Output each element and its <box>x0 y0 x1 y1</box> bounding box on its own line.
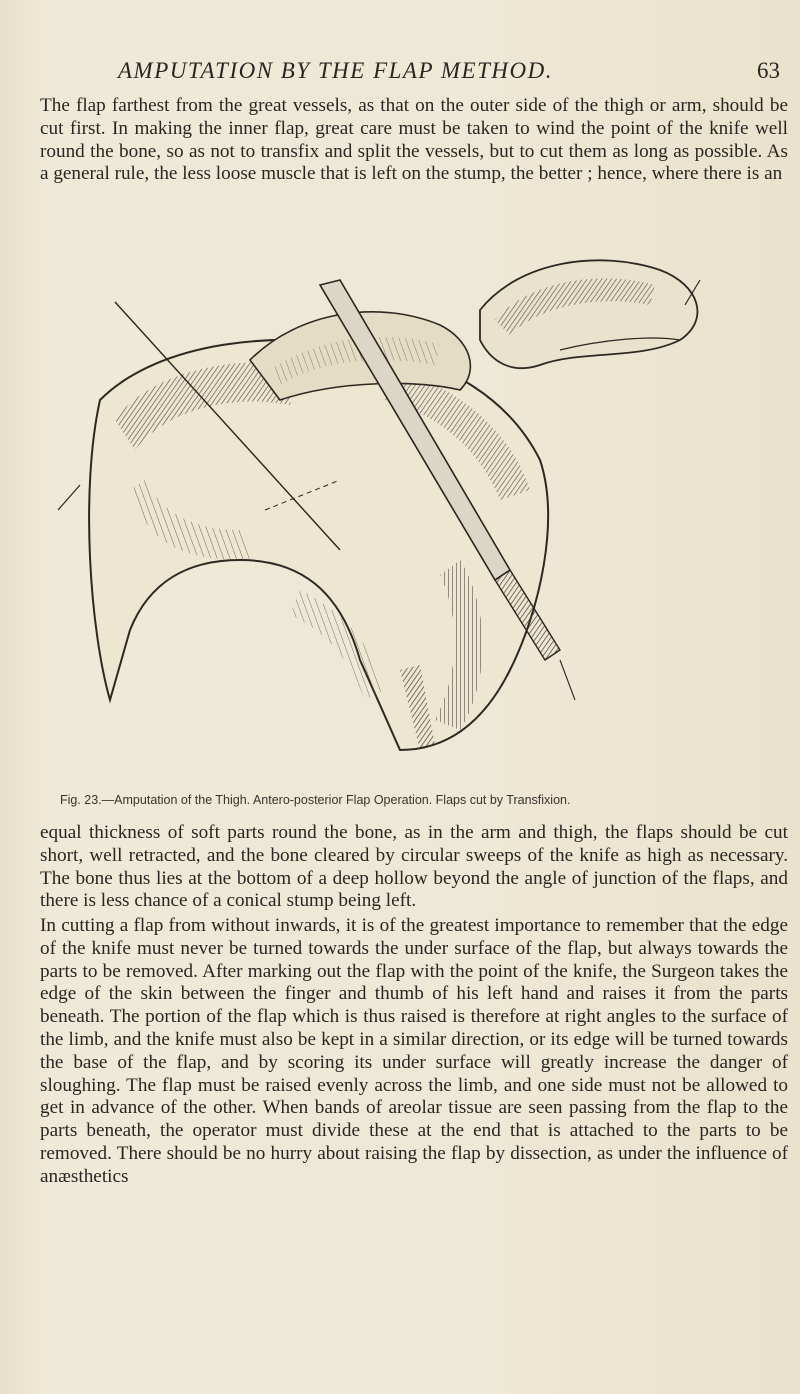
paragraph-flap-order: The flap farthest from the great vessels, as that on the outer side of the thigh or arm, should be cut first. In making the inner flap, great care must be taken to wind the point of the knife well round the bone, so as not to transfix and split the vessels, but to cut them as long as possible. As a general rule, the less loose muscle that is left on the stump, the better ; hence, where there is an <box>40 95 788 185</box>
figure-thigh-amputation <box>40 230 780 790</box>
paragraph-flap-thickness: equal thickness of soft parts round the bone, as in the arm and thigh, the flaps should be cut short, well retracted, and the bone cleared by circular sweeps of the knife as high as necessary. The bone thus lies at the bottom of a deep hollow beyond the angle of junction of the flaps, and there is less chance of a conical stump being left. <box>40 822 788 912</box>
running-head <box>100 58 780 88</box>
figure-caption: Fig. 23.—Amputation of the Thigh. Antero-posterior Flap Operation. Flaps cut by Transfixion. <box>60 793 571 807</box>
page-number: 63 <box>757 58 780 83</box>
paragraph-cutting-flap: In cutting a flap from without inwards, it is of the greatest importance to remember that the edge of the knife must never be turned towards the under surface of the flap, but always towards the parts to be removed. After marking out the flap with the point of the knife, the Surgeon takes the edge of the skin between the finger and thumb of his left hand and raises it from the parts beneath. The portion of the flap which is thus raised is therefore at right angles to the surface of the limb, and the knife must also be kept in a similar direction, or its edge will be turned towards the base of the flap, and by scoring its under surface will greatly increase the danger of sloughing. The flap must be raised evenly across the limb, and one side must not be allowed to get in advance of the other. When bands of areolar tissue are seen passing from the flap to the parts beneath, the operator must divide these at the end that is attached to the parts to be removed. There should be no hurry about raising the flap by dissection, as under the influence of anæsthetics <box>40 915 788 1187</box>
thigh-amputation-engraving <box>40 230 780 790</box>
running-title: AMPUTATION BY THE FLAP METHOD. <box>118 58 553 83</box>
